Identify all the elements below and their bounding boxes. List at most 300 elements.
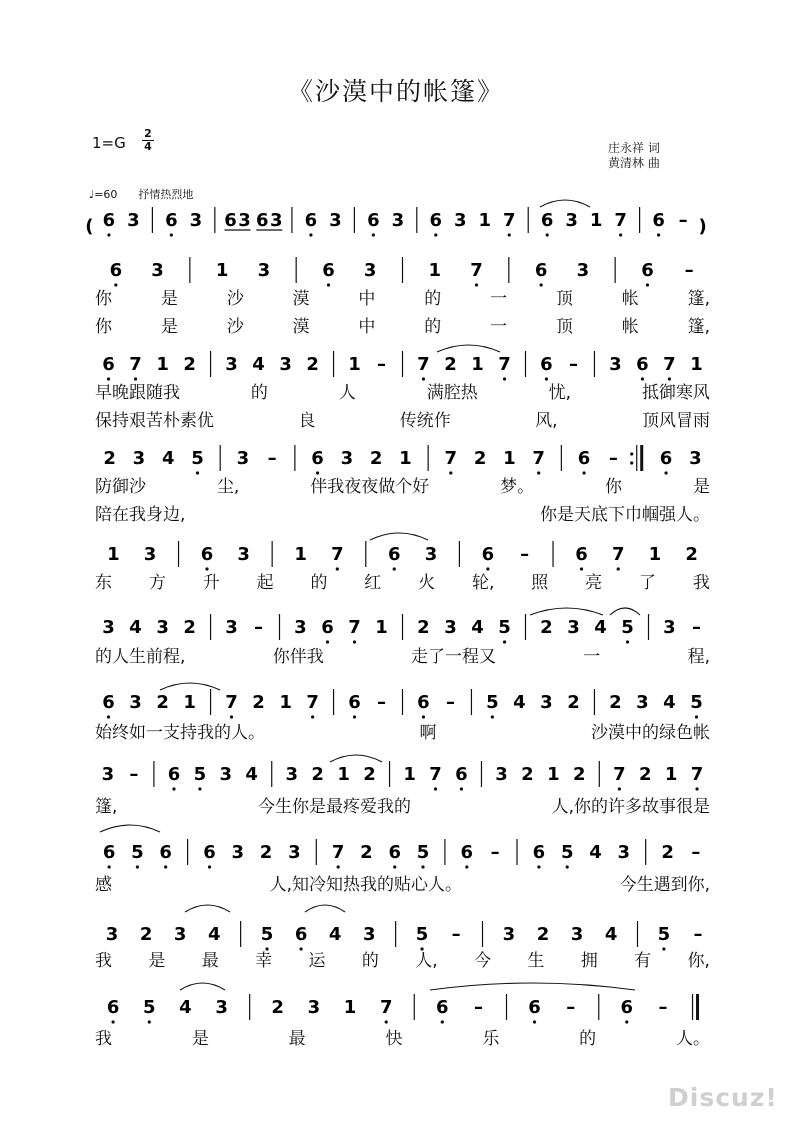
- lyric-line: [95, 568, 710, 593]
- lyric-word: 人。: [675, 1029, 710, 1049]
- octave-dot: [172, 787, 175, 790]
- tempo-bpm: ♩=60: [89, 188, 118, 201]
- note: 6: [534, 260, 548, 281]
- score-line: [102, 614, 701, 644]
- note: 6: [348, 692, 361, 713]
- lyric-word: 今生遇到你,: [619, 875, 710, 895]
- note: 4: [207, 924, 221, 945]
- rest-dash: –: [451, 924, 461, 945]
- lyric-word: 传统作: [399, 411, 451, 431]
- lyric-word: 的: [579, 1029, 597, 1049]
- note: 3: [424, 544, 438, 565]
- lyric-word: 人: [338, 383, 356, 403]
- note: 3: [219, 764, 233, 785]
- note: 6: [620, 997, 634, 1018]
- note: 1: [648, 544, 662, 565]
- rest-dash: –: [608, 448, 618, 469]
- note: 2: [473, 448, 487, 469]
- score-line: [102, 351, 702, 381]
- lyric-word: 走了一程又: [411, 647, 496, 667]
- rest-dash: –: [473, 997, 483, 1018]
- note: 6: [636, 354, 649, 375]
- note: 3: [617, 842, 631, 863]
- note: 6: [106, 997, 120, 1018]
- lyric-line: [95, 406, 710, 431]
- rest-dash: –: [566, 997, 576, 1018]
- lyric-word: 的: [250, 383, 268, 403]
- note: 6: [367, 210, 380, 231]
- lyric-word: 红: [364, 573, 382, 593]
- lyric-word: 帐: [621, 289, 639, 309]
- note: 5: [621, 617, 634, 638]
- lyric-line: [95, 870, 710, 895]
- lyric-line: [95, 792, 710, 817]
- note: 2: [183, 354, 196, 375]
- lyric-line: [95, 378, 710, 403]
- note: 4: [471, 617, 484, 638]
- note: 6: [436, 997, 449, 1018]
- rest-dash: –: [254, 617, 264, 638]
- octave-dot: [372, 233, 375, 236]
- rest-dash: –: [693, 924, 703, 945]
- lyric-word: 亮: [585, 573, 603, 593]
- note: 3: [151, 260, 164, 281]
- octave-dot: [337, 865, 340, 868]
- note: 7: [611, 544, 625, 565]
- lyric-word: 我: [95, 1029, 112, 1049]
- note: 6: [109, 260, 123, 281]
- note: 3: [444, 617, 457, 638]
- lyric-line: [95, 946, 710, 971]
- rest-dash: –: [658, 997, 668, 1018]
- note: 7: [379, 997, 393, 1018]
- octave-dot: [393, 865, 396, 868]
- note: 1: [589, 210, 603, 231]
- note: 1: [664, 764, 678, 785]
- note: 2: [661, 842, 674, 863]
- lyric-word: 人,知冷知热我的贴心人。: [269, 875, 462, 895]
- note: 3: [567, 617, 580, 638]
- lyric-word: 今生你是最疼爱我的: [258, 797, 411, 817]
- lyric-word: 是: [148, 951, 166, 971]
- lyric-line: [95, 642, 710, 667]
- lyric-word: 升: [202, 573, 220, 593]
- slur: [305, 905, 345, 912]
- note: 6: [481, 544, 495, 565]
- note: 5: [193, 764, 207, 785]
- octave-dot: [619, 233, 622, 236]
- note: 5: [415, 924, 429, 945]
- note: 2: [536, 924, 550, 945]
- note: 6: [532, 842, 546, 863]
- rest-dash: –: [377, 692, 387, 713]
- note: 4: [252, 354, 265, 375]
- octave-dot: [434, 787, 437, 790]
- note: 3: [129, 692, 142, 713]
- note: 6: [203, 842, 216, 863]
- note: 2: [306, 354, 319, 375]
- lyric-word: 乐: [482, 1029, 500, 1049]
- note: 3: [105, 924, 119, 945]
- slur: [530, 608, 603, 615]
- note: 6: [165, 210, 178, 231]
- note: 3: [236, 448, 250, 469]
- lyric-word: 一: [583, 647, 601, 667]
- octave-dot: [695, 787, 698, 790]
- lyric-word: 你伴我: [272, 647, 324, 667]
- lyric-word: 良: [298, 411, 316, 431]
- note: 1: [478, 210, 492, 231]
- note: 6: [102, 842, 116, 863]
- note: 6: [256, 210, 269, 231]
- note: 7: [225, 692, 238, 713]
- note: 1: [428, 260, 442, 281]
- octave-dot: [421, 865, 424, 868]
- note: 3: [294, 617, 307, 638]
- lyric-word: 的: [310, 573, 328, 593]
- note: 2: [685, 544, 698, 565]
- octave-dot: [434, 233, 437, 236]
- lyric-word: 满腔热: [426, 383, 478, 403]
- note: 1: [337, 764, 350, 785]
- note: 3: [143, 544, 157, 565]
- note: 7: [498, 354, 511, 375]
- octave-dot: [546, 233, 549, 236]
- lyric-word: 幸: [255, 951, 273, 971]
- note: 1: [690, 354, 703, 375]
- note: 7: [444, 448, 458, 469]
- note: 6: [429, 210, 443, 231]
- note: 3: [329, 210, 342, 231]
- note: 7: [331, 842, 345, 863]
- note: 3: [237, 544, 250, 565]
- note: 3: [279, 354, 292, 375]
- rest-dash: –: [684, 260, 694, 281]
- note: 3: [127, 210, 140, 231]
- octave-dot: [108, 865, 111, 868]
- octave-dot: [136, 865, 139, 868]
- note: 2: [572, 764, 586, 785]
- slur: [540, 200, 590, 207]
- note: 6: [540, 354, 553, 375]
- lyric-word: 风,: [535, 411, 558, 431]
- lyric-word: 我: [95, 951, 112, 971]
- lyric-word: 伴我夜夜做个好: [310, 477, 430, 497]
- lyric-word: 抵御寒风: [641, 383, 710, 403]
- lyricist: 庄永祥 词: [608, 141, 660, 155]
- lyric-word: 照: [531, 573, 549, 593]
- note: 4: [604, 924, 618, 945]
- tempo-expression: 抒情热烈地: [138, 188, 194, 201]
- note: 2: [139, 924, 153, 945]
- note: 2: [360, 842, 373, 863]
- rest-dash: –: [520, 544, 530, 565]
- note: 2: [369, 448, 383, 469]
- octave-dot: [537, 865, 540, 868]
- rest-dash: –: [691, 617, 701, 638]
- note: 6: [167, 764, 181, 785]
- rest-dash: –: [691, 842, 701, 863]
- slur: [160, 683, 220, 690]
- slur: [370, 533, 428, 540]
- lyric-word: 陪在我身边,: [95, 505, 186, 525]
- lyric-word: 方: [148, 573, 166, 593]
- note: 6: [159, 842, 172, 863]
- note: 6: [577, 448, 591, 469]
- rest-dash: –: [490, 842, 500, 863]
- lyric-word: 生: [527, 951, 545, 971]
- note: 3: [156, 617, 169, 638]
- slur: [430, 983, 635, 990]
- time-signature-top: 2: [144, 127, 152, 140]
- lyric-word: 中: [358, 289, 376, 309]
- note: 2: [444, 354, 457, 375]
- note: 4: [589, 842, 602, 863]
- note: 3: [540, 692, 553, 713]
- note: 1: [156, 354, 169, 375]
- note: 1: [348, 354, 361, 375]
- note: 2: [417, 617, 430, 638]
- lyric-word: 你: [605, 477, 623, 497]
- note: 6: [460, 842, 474, 863]
- repeat-dot: [630, 461, 633, 464]
- lyric-word: 沙: [226, 289, 244, 309]
- lyric-word: 火: [418, 573, 436, 593]
- lyric-word: 今: [474, 951, 492, 971]
- note: 2: [103, 448, 116, 469]
- note: 7: [532, 448, 545, 469]
- note: 2: [311, 764, 324, 785]
- note: 3: [495, 764, 508, 785]
- lyric-word: 忧,: [548, 383, 572, 403]
- note: 5: [131, 842, 144, 863]
- lyric-word: 感: [95, 875, 112, 895]
- note: 5: [191, 448, 204, 469]
- lyric-word: 拥: [580, 951, 598, 971]
- lyric-word: 轮,: [472, 573, 495, 593]
- watermark: Discuz!: [668, 1083, 778, 1112]
- lyric-word: 早晚跟随我: [95, 383, 180, 403]
- note: 6: [575, 544, 588, 565]
- note: 6: [540, 210, 554, 231]
- note: 2: [252, 692, 265, 713]
- lyric-word: 沙: [226, 317, 244, 337]
- note: 4: [161, 448, 175, 469]
- rest-dash: –: [267, 448, 277, 469]
- lyric-word: 最: [201, 951, 219, 971]
- note: 6: [387, 544, 401, 565]
- note: 3: [340, 448, 354, 469]
- lyric-word: 是: [692, 477, 710, 497]
- octave-dot: [107, 233, 110, 236]
- lyric-word: 是: [160, 289, 178, 309]
- note: 1: [107, 544, 120, 565]
- song-title: 《沙漠中的帐篷》: [287, 77, 504, 106]
- bracket: ): [698, 216, 707, 237]
- octave-dot: [508, 233, 511, 236]
- lyric-word: 快: [385, 1029, 403, 1049]
- lyric-word: 人,你的许多故事很是: [551, 797, 710, 817]
- lyric-word: 顶: [555, 289, 573, 309]
- note: 7: [129, 354, 142, 375]
- lyric-word: 一: [490, 317, 508, 337]
- lyric-word: 始终如一支持我的人。: [95, 723, 265, 743]
- note: 3: [101, 764, 115, 785]
- note: 6: [388, 842, 401, 863]
- lyric-line: [95, 284, 710, 309]
- lyric-word: 人,: [415, 951, 438, 971]
- lyric-word: 是: [160, 317, 178, 337]
- lyric-line: [95, 1024, 710, 1049]
- lyric-word: 保持艰苦朴素优: [95, 411, 214, 431]
- slur: [100, 825, 160, 832]
- note: 5: [260, 924, 274, 945]
- note: 2: [521, 764, 534, 785]
- note: 5: [690, 692, 703, 713]
- note: 1: [375, 617, 388, 638]
- note: 3: [285, 764, 299, 785]
- note: 1: [503, 448, 516, 469]
- slur: [330, 755, 382, 762]
- note: 4: [663, 692, 676, 713]
- note: 6: [102, 354, 115, 375]
- rest-dash: –: [445, 692, 455, 713]
- lyric-word: 啊: [419, 723, 437, 743]
- note: 6: [102, 692, 115, 713]
- repeat-dot: [630, 452, 633, 455]
- lyric-word: 最: [288, 1029, 306, 1049]
- note: 3: [576, 260, 590, 281]
- lyric-word: 沙漠中的绿色帐: [591, 723, 710, 743]
- note: 6: [641, 260, 654, 281]
- score-line: [102, 761, 704, 791]
- note: 1: [279, 692, 292, 713]
- lyric-word: 中: [358, 317, 376, 337]
- note: 3: [636, 692, 649, 713]
- lyric-word: 的: [424, 289, 442, 309]
- note: 4: [179, 997, 192, 1018]
- slur: [185, 905, 230, 912]
- note: 7: [429, 764, 442, 785]
- note: 3: [570, 924, 584, 945]
- note: 7: [348, 617, 361, 638]
- note: 3: [225, 617, 238, 638]
- lyric-word: 我: [692, 573, 710, 593]
- lyric-word: 起: [256, 573, 274, 593]
- note: 6: [659, 448, 673, 469]
- note: 4: [328, 924, 342, 945]
- note: 6: [304, 210, 318, 231]
- lyric-word: 防御沙: [95, 477, 146, 497]
- note: 2: [183, 617, 196, 638]
- note: 1: [183, 692, 196, 713]
- note: 5: [560, 842, 574, 863]
- octave-dot: [618, 787, 621, 790]
- note: 3: [102, 617, 115, 638]
- note: 6: [455, 764, 468, 785]
- score-line: [107, 541, 698, 571]
- note: 3: [288, 842, 301, 863]
- note: 7: [502, 210, 516, 231]
- note: 3: [238, 210, 251, 231]
- note: 6: [652, 210, 665, 231]
- note: 6: [311, 448, 324, 469]
- note: 7: [331, 544, 344, 565]
- note: 6: [294, 924, 308, 945]
- rest-dash: –: [377, 354, 387, 375]
- lyric-word: 梦。: [500, 477, 535, 497]
- slur: [437, 345, 500, 352]
- lyric-word: 一: [490, 289, 508, 309]
- lyric-word: 的: [361, 951, 379, 971]
- note: 2: [638, 764, 652, 785]
- lyric-word: 篷,: [687, 317, 710, 337]
- octave-dot: [657, 233, 660, 236]
- note: 3: [189, 210, 203, 231]
- note: 3: [132, 448, 146, 469]
- rest-dash: –: [129, 764, 139, 785]
- note: 7: [613, 764, 626, 785]
- composer: 黄清林 曲: [608, 156, 660, 170]
- lyric-word: 程,: [687, 647, 710, 667]
- note: 3: [270, 210, 283, 231]
- lyric-word: 漠: [292, 317, 310, 337]
- lyric-word: 运: [308, 951, 326, 971]
- note: 6: [321, 617, 334, 638]
- note: 1: [547, 764, 560, 785]
- note: 5: [142, 997, 156, 1018]
- note: 2: [156, 692, 169, 713]
- note: 7: [614, 210, 627, 231]
- note: 6: [417, 692, 430, 713]
- octave-dot: [198, 787, 201, 790]
- note: 3: [565, 210, 578, 231]
- note: 1: [471, 354, 484, 375]
- lyric-line: [95, 718, 710, 743]
- lyric-word: 的: [424, 317, 442, 337]
- note: 1: [294, 544, 307, 565]
- rest-dash: –: [678, 210, 688, 231]
- note: 4: [245, 764, 258, 785]
- lyric-word: 东: [95, 573, 112, 593]
- note: 3: [663, 617, 676, 638]
- note: 3: [609, 354, 622, 375]
- lyric-line: [95, 312, 710, 337]
- slur: [180, 983, 225, 990]
- lyric-line: [95, 472, 710, 497]
- lyric-word: 你: [95, 289, 112, 309]
- score-line: [103, 839, 700, 869]
- note: 2: [567, 692, 580, 713]
- note: 7: [470, 260, 483, 281]
- note: 7: [306, 692, 319, 713]
- lyric-word: 篷,: [687, 289, 710, 309]
- lyric-word: 漠: [292, 289, 310, 309]
- note: 3: [689, 448, 702, 469]
- note: 4: [594, 617, 607, 638]
- lyric-word: 了: [639, 573, 656, 593]
- note: 3: [215, 997, 228, 1018]
- score-line: [102, 689, 702, 719]
- note: 6: [322, 260, 335, 281]
- note: 2: [271, 997, 284, 1018]
- note: 5: [486, 692, 499, 713]
- note: 2: [609, 692, 622, 713]
- lyric-word: 有: [634, 951, 652, 971]
- score-line: [107, 994, 698, 1024]
- note: 7: [663, 354, 676, 375]
- note: 3: [307, 997, 321, 1018]
